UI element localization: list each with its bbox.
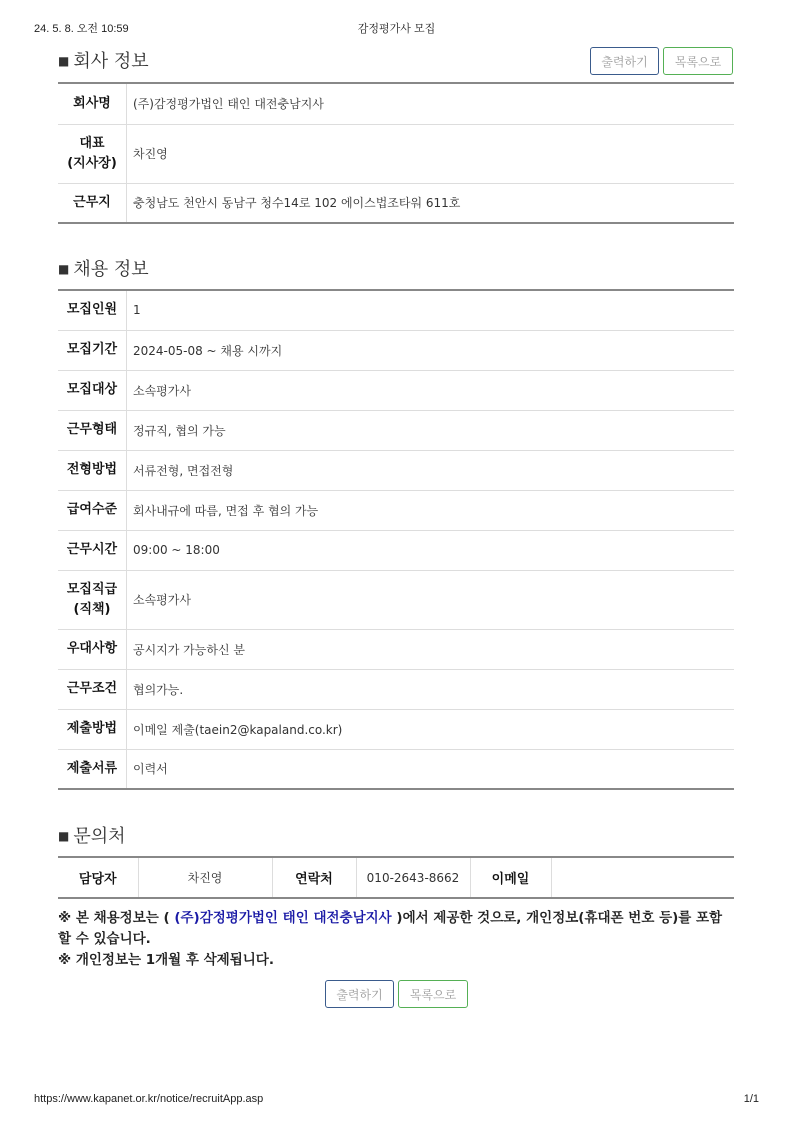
print-button-top[interactable]: 출력하기 bbox=[590, 47, 659, 75]
list-button-bottom[interactable]: 목록으로 bbox=[398, 980, 468, 1008]
print-datetime: 24. 5. 8. 오전 10:59 bbox=[34, 23, 129, 35]
print-button-bottom[interactable]: 출력하기 bbox=[325, 980, 394, 1008]
privacy-notice bbox=[58, 908, 734, 971]
print-url: https://www.kapanet.or.kr/notice/recruitApp.asp bbox=[34, 1093, 264, 1105]
row-label: 근무시간 bbox=[58, 530, 127, 570]
notice-line-1 bbox=[58, 908, 734, 950]
table-row bbox=[58, 330, 734, 370]
row-value: 충청남도 천안시 동남구 청수14로 102 에이스법조타워 611호 bbox=[133, 196, 461, 211]
row-value: 협의가능. bbox=[127, 669, 735, 709]
table-row bbox=[58, 410, 734, 450]
list-button-top[interactable]: 목록으로 bbox=[663, 47, 733, 75]
table-row bbox=[58, 530, 734, 570]
row-label: 근무조건 bbox=[58, 669, 127, 709]
notice-suffix: )에서 제공한 것으로, 개인정보(휴대폰 번호 등)를 포함할 수 있습니다. bbox=[58, 910, 723, 947]
table-row bbox=[58, 183, 734, 223]
manager-label: 담당자 bbox=[58, 857, 138, 898]
row-value: 공시지가 가능하신 분 bbox=[127, 629, 735, 669]
row-label: 근무지 bbox=[58, 183, 127, 223]
square-bullet-icon: ■ bbox=[58, 829, 70, 843]
row-label: 모집기간 bbox=[58, 330, 127, 370]
notice-company-link[interactable]: (주)감정평가법인 태인 대전충남지사 bbox=[174, 910, 392, 926]
table-row bbox=[58, 749, 734, 789]
row-value: 소속평가사 bbox=[127, 570, 735, 629]
table-row bbox=[58, 857, 734, 898]
table-row bbox=[58, 629, 734, 669]
table-row bbox=[58, 709, 734, 749]
phone-value: 010-2643-8662 bbox=[356, 857, 470, 898]
row-label: 우대사항 bbox=[58, 629, 127, 669]
email-label: 이메일 bbox=[470, 857, 551, 898]
row-label: 근무형태 bbox=[58, 410, 127, 450]
recruit-section-title bbox=[58, 255, 149, 281]
print-page-title: 감정평가사 모집 bbox=[357, 23, 436, 35]
row-value: 이력서 bbox=[133, 762, 168, 777]
contact-section-title bbox=[58, 822, 126, 848]
recruit-section-title-text: 채용 정보 bbox=[73, 259, 149, 280]
row-label: 회사명 bbox=[58, 83, 127, 124]
row-value: 차진영 bbox=[127, 124, 735, 183]
row-label: 제출방법 bbox=[58, 709, 127, 749]
row-label: 모집대상 bbox=[58, 370, 127, 410]
notice-prefix: ※ 본 채용정보는 ( bbox=[58, 910, 175, 926]
email-value bbox=[551, 857, 734, 898]
row-label: 모집인원 bbox=[58, 290, 127, 330]
row-label: 전형방법 bbox=[58, 450, 127, 490]
contact-section-title-text: 문의처 bbox=[73, 826, 126, 847]
row-value: 서류전형, 면접전형 bbox=[127, 450, 735, 490]
table-row bbox=[58, 669, 734, 709]
table-row bbox=[58, 83, 734, 124]
row-value: 정규직, 협의 가능 bbox=[127, 410, 735, 450]
square-bullet-icon: ■ bbox=[58, 262, 70, 276]
recruit-info-table bbox=[58, 289, 734, 790]
contact-table bbox=[58, 856, 734, 899]
table-row bbox=[58, 290, 734, 330]
table-row bbox=[58, 370, 734, 410]
manager-value: 차진영 bbox=[138, 857, 272, 898]
table-row bbox=[58, 450, 734, 490]
row-value: 1 bbox=[127, 290, 735, 330]
row-value: 이메일 제출(taein2@kapaland.co.kr) bbox=[127, 709, 735, 749]
company-section-title-text: 회사 정보 bbox=[73, 51, 149, 72]
row-label: 모집직급 (직책) bbox=[58, 570, 127, 629]
row-value: 09:00 ~ 18:00 bbox=[127, 530, 735, 570]
table-row bbox=[58, 124, 734, 183]
row-value: 소속평가사 bbox=[127, 370, 735, 410]
phone-label: 연락처 bbox=[272, 857, 356, 898]
company-info-table bbox=[58, 82, 734, 224]
row-label: 제출서류 bbox=[58, 749, 127, 789]
print-page-number: 1/1 bbox=[743, 1093, 759, 1105]
table-row bbox=[58, 570, 734, 629]
square-bullet-icon: ■ bbox=[58, 54, 70, 68]
row-label: 대표 (지사장) bbox=[58, 124, 127, 183]
notice-line-2: ※ 개인정보는 1개월 후 삭제됩니다. bbox=[58, 952, 274, 968]
row-label: 급여수준 bbox=[58, 490, 127, 530]
company-section-title bbox=[58, 47, 149, 73]
table-row bbox=[58, 490, 734, 530]
row-value: 2024-05-08 ~ 채용 시까지 bbox=[127, 330, 735, 370]
row-value: 회사내규에 따름, 면접 후 협의 가능 bbox=[127, 490, 735, 530]
row-value: (주)감정평가법인 태인 대전충남지사 bbox=[127, 83, 735, 124]
